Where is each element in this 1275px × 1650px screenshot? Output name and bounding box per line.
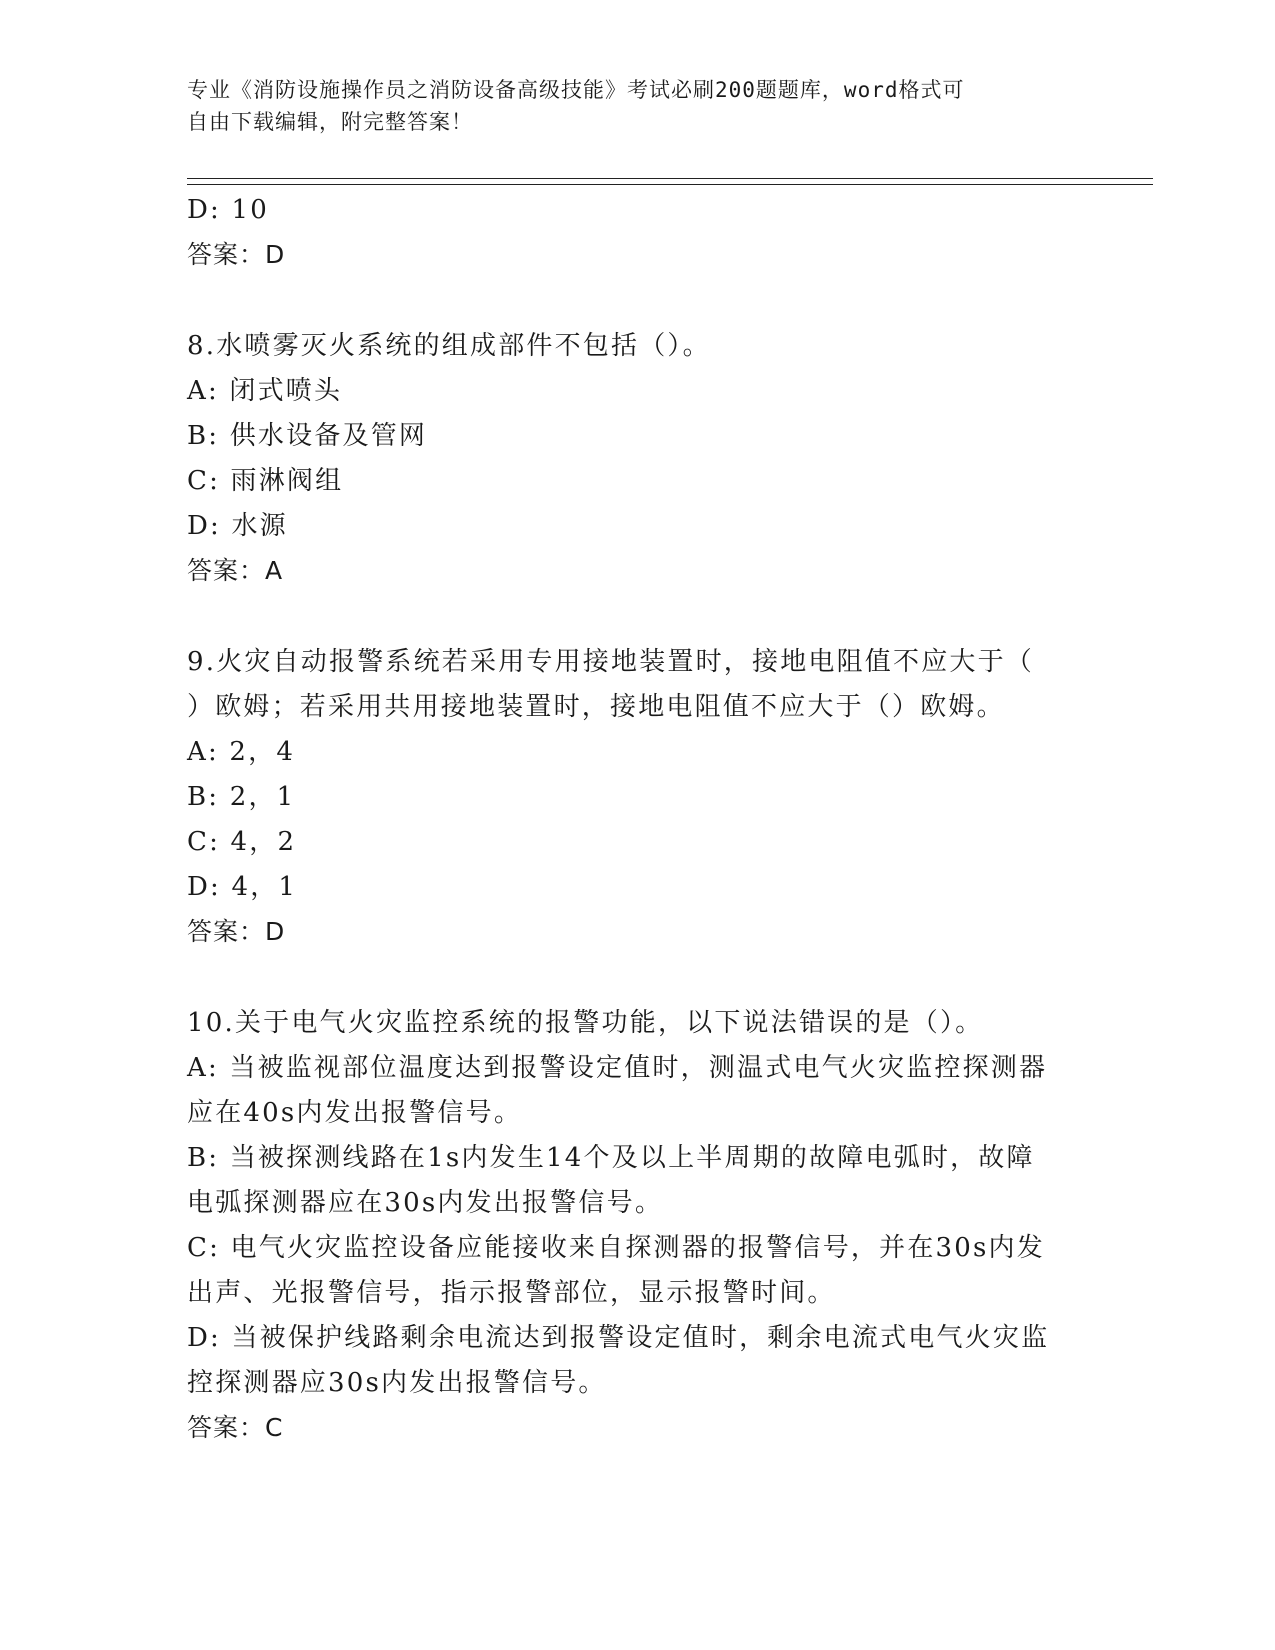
option-d: D: 10 xyxy=(187,195,269,225)
option-c: C: 电气火灾监控设备应能接收来自探测器的报警信号，并在30s内发 xyxy=(187,1233,1045,1263)
question-stem: 9.火灾自动报警系统若采用专用接地装置时，接地电阻值不应大于（ xyxy=(187,647,1035,677)
option-b: B: 2，1 xyxy=(187,782,296,812)
option-d: D: 当被保护线路剩余电流达到报警设定值时，剩余电流式电气火灾监 xyxy=(187,1323,1050,1353)
option-d: D: 水源 xyxy=(187,511,288,541)
option-c-cont: 出声、光报警信号，指示报警部位，显示报警时间。 xyxy=(187,1278,836,1308)
option-b: B: 当被探测线路在1s内发生14个及以上半周期的故障电弧时，故障 xyxy=(187,1143,1035,1173)
header-rule-top xyxy=(187,178,1153,179)
header-rule-bottom xyxy=(187,184,1153,185)
question-stem-cont: ）欧姆；若采用共用接地装置时，接地电阻值不应大于（）欧姆。 xyxy=(187,692,1005,722)
option-a-cont: 应在40s内发出报警信号。 xyxy=(187,1098,523,1128)
option-c: C: 4，2 xyxy=(187,827,297,857)
option-a: A: 2，4 xyxy=(187,737,296,767)
option-c: C: 雨淋阀组 xyxy=(187,466,344,496)
option-b: B: 供水设备及管网 xyxy=(187,421,428,451)
answer-label: 答案：A xyxy=(187,556,284,585)
question-stem: 8.水喷雾灭火系统的组成部件不包括（）。 xyxy=(187,331,711,361)
header-line-1: 专业《消防设施操作员之消防设备高级技能》考试必刷200题题库，word格式可 xyxy=(187,78,965,102)
option-d: D: 4，1 xyxy=(187,872,298,902)
question-stem: 10.关于电气火灾监控系统的报警功能，以下说法错误的是（）。 xyxy=(187,1008,984,1038)
answer-label: 答案：D xyxy=(187,240,286,269)
answer-label: 答案：C xyxy=(187,1413,284,1442)
option-d-cont: 控探测器应30s内发出报警信号。 xyxy=(187,1368,607,1398)
answer-label: 答案：D xyxy=(187,917,286,946)
option-a: A: 闭式喷头 xyxy=(187,376,343,406)
option-b-cont: 电弧探测器应在30s内发出报警信号。 xyxy=(187,1188,664,1218)
page-header xyxy=(187,74,1067,138)
header-line-2: 自由下载编辑，附完整答案！ xyxy=(187,110,473,134)
option-a: A: 当被监视部位温度达到报警设定值时，测温式电气火灾监控探测器 xyxy=(187,1053,1048,1083)
